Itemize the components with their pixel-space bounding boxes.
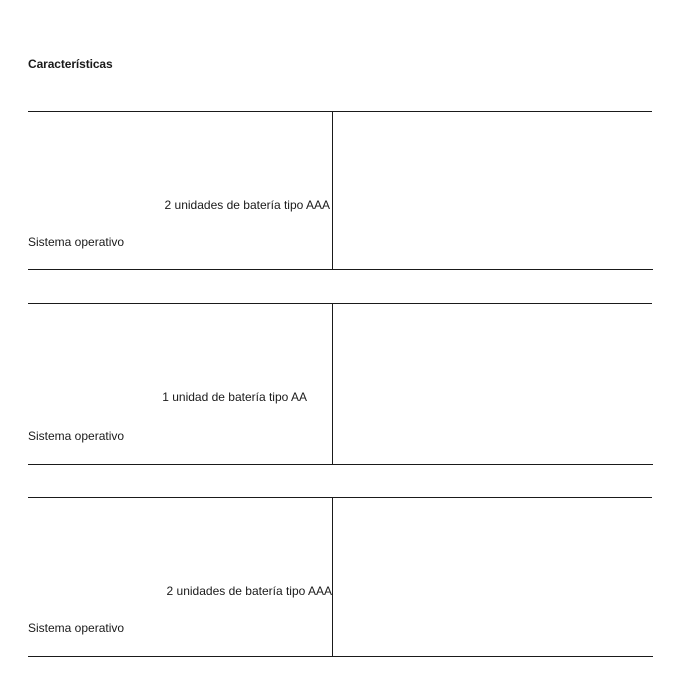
row-label: Sistema operativo [28,235,125,249]
row-label: Sistema operativo [28,621,125,635]
table-bottom-border [28,656,653,657]
table-bottom-border [28,464,653,465]
column-divider [332,303,333,464]
row-label: Sistema operativo [28,429,125,443]
table-top-border [28,111,652,112]
spec-table-1 [28,111,652,271]
battery-spec: 1 unidad de batería tipo AA [162,390,307,404]
spec-table-3 [28,497,652,659]
battery-spec: 2 unidades de batería tipo AAA [164,198,330,212]
column-divider [332,111,333,269]
column-divider [332,497,333,656]
table-top-border [28,303,652,304]
battery-spec: 2 unidades de batería tipo AAA [166,584,332,598]
spec-table-2 [28,303,652,467]
section-heading: Características [28,57,113,71]
table-bottom-border [28,269,653,270]
table-top-border [28,497,652,498]
